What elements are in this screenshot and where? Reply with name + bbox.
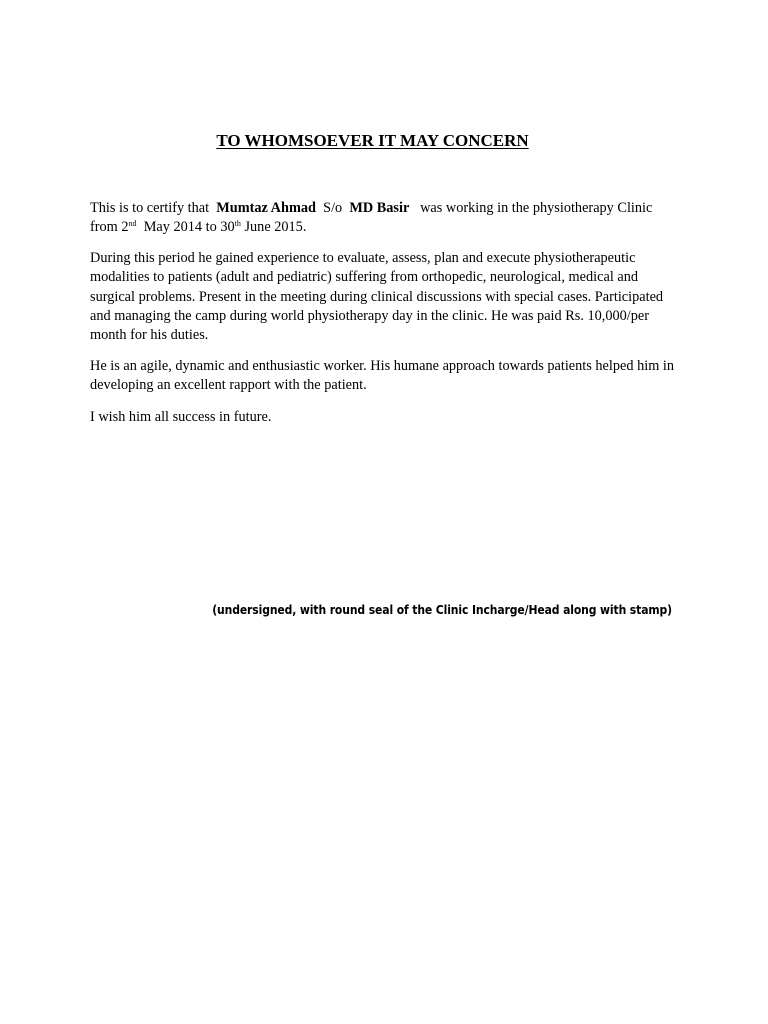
role-text: was working in the physiotherapy Clinic bbox=[420, 200, 653, 216]
character-paragraph: He is an agile, dynamic and enthusiastic worker. His humane approach towards patients helped him in developing an excellent rapport with the patient. bbox=[90, 358, 675, 394]
end-day: 30 bbox=[220, 219, 235, 236]
certification-paragraph bbox=[90, 199, 680, 238]
closing-paragraph: I wish him all success in future. bbox=[90, 409, 272, 425]
start-day-suffix: nd bbox=[128, 219, 137, 229]
employee-name: Mumtaz Ahmad bbox=[216, 200, 316, 216]
from-label: from bbox=[90, 219, 118, 236]
end-day-suffix: th bbox=[234, 219, 241, 229]
father-name: MD Basir bbox=[349, 200, 410, 216]
signature-note: (undersigned, with round seal of the Clinic Incharge/Head along with stamp) bbox=[212, 603, 672, 617]
certify-intro: This is to certify that bbox=[90, 200, 210, 216]
start-day: 2 bbox=[121, 219, 129, 236]
document-title: TO WHOMSOEVER IT MAY CONCERN bbox=[216, 131, 529, 150]
relation-text: S/o bbox=[323, 200, 343, 216]
start-date-rest: May 2014 to bbox=[143, 219, 217, 236]
experience-paragraph: During this period he gained experience to evaluate, assess, plan and execute physiotherapeutic modalities to patients (adult and pediatric) suffering from orthopedic, neurological, medical and surgical problems. Present in the meeting during clinical discussions with special cases. Participated and managing the camp during world physiotherapy day in the clinic. He was paid Rs. 10,000/per month for his duties. bbox=[90, 250, 664, 344]
end-date-rest: June 2015. bbox=[244, 219, 307, 236]
